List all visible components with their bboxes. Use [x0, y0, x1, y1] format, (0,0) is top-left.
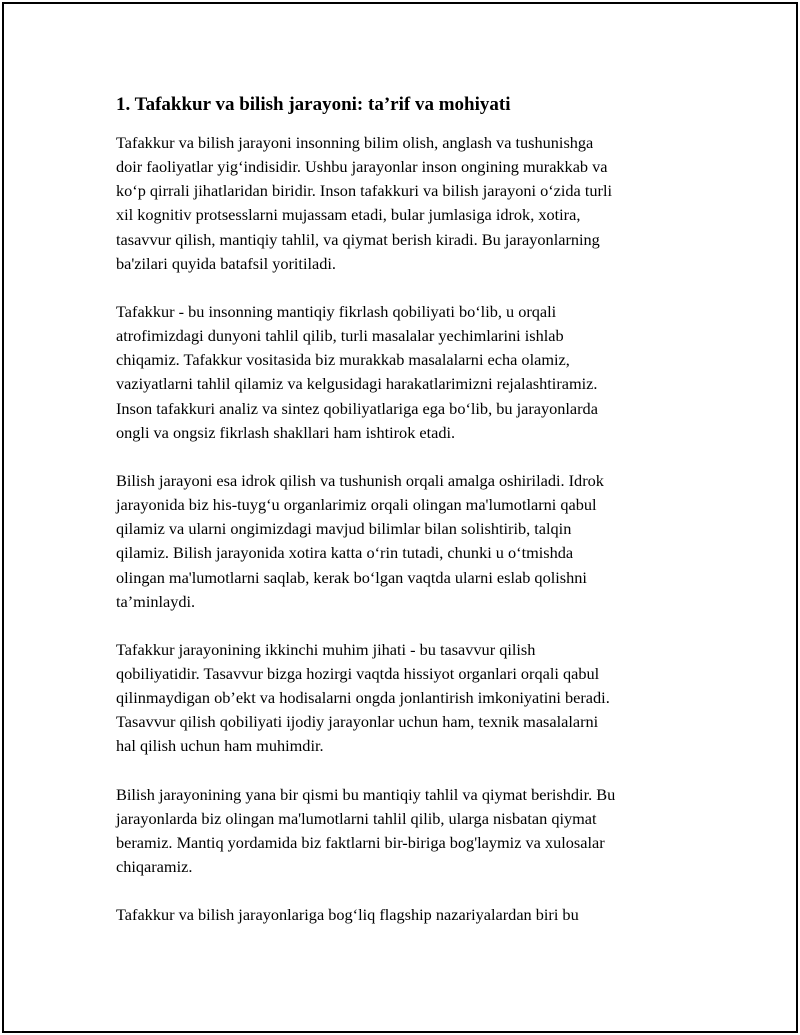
paragraph-line: vaziyatlarni tahlil qilamiz va kelgusidagi harakatlarimizni rejalashtiramiz. — [116, 374, 598, 394]
paragraph-line: xil kognitiv protsesslarni mujassam etadi, bular jumlasiga idrok, xotira, — [116, 205, 581, 225]
paragraph-line: ongli va ongsiz fikrlash shakllari ham ishtirok etadi. — [116, 422, 456, 442]
paragraph-line: ko‘p qirrali jihatlaridan biridir. Inson tafakkuri va bilish jarayoni o‘zida turli — [116, 181, 612, 201]
paragraph-line: qilinmaydigan ob’ekt va hodisalarni ongda jonlantirish imkoniyatini beradi. — [116, 688, 610, 708]
paragraph-line: atrofimizdagi dunyoni tahlil qilib, turli masalalar yechimlarini ishlab — [116, 326, 564, 346]
paragraph-line: hal qilish uchun ham muhimdir. — [116, 736, 324, 756]
paragraph-line: Tafakkur jarayonining ikkinchi muhim jihati - bu tasavvur qilish — [116, 639, 536, 659]
paragraph-line: olingan ma'lumotlarni saqlab, kerak bo‘lgan vaqtda ularni eslab qolishni — [116, 567, 587, 587]
paragraph-2 — [116, 300, 706, 445]
paragraph-line: jarayonlarda biz olingan ma'lumotlarni tahlil qilib, ularga nisbatan qiymat — [116, 808, 597, 828]
paragraph-line: Bilish jarayoni esa idrok qilish va tushunish orqali amalga oshiriladi. Idrok — [116, 470, 604, 490]
paragraph-line: qilamiz va ularni ongimizdagi mavjud bilimlar bilan solishtirib, talqin — [116, 519, 572, 539]
paragraph-line: chiqaramiz. — [116, 857, 193, 877]
paragraph-line: doir faoliyatlar yig‘indisidir. Ushbu jarayonlar inson ongining murakkab va — [116, 157, 608, 177]
paragraph-line: beramiz. Mantiq yordamida biz faktlarni bir-biriga bog'laymiz va xulosalar — [116, 832, 605, 852]
paragraph-6 — [116, 903, 706, 927]
paragraph-line: Tafakkur va bilish jarayoni insonning bilim olish, anglash va tushunishga — [116, 133, 594, 152]
paragraph-line: Inson tafakkuri analiz va sintez qobiliyatlariga ega bo‘lib, bu jarayonlarda — [116, 398, 598, 418]
paragraph-line: jarayonida biz his-tuyg‘u organlarimiz orqali olingan ma'lumotlarni qabul — [116, 495, 597, 515]
paragraph-5 — [116, 783, 706, 880]
paragraph-line: Tasavvur qilish qobiliyati ijodiy jarayonlar uchun ham, texnik masalalarni — [116, 712, 599, 732]
paragraph-line: ba'zilari quyida batafsil yoritiladi. — [116, 253, 336, 273]
section-heading: 1. Tafakkur va bilish jarayoni: ta’rif va mohiyati — [116, 94, 511, 115]
paragraph-4 — [116, 638, 706, 759]
paragraph-line: Tafakkur va bilish jarayonlariga bog‘liq flagship nazariyalardan biri bu — [116, 905, 579, 925]
paragraph-3 — [116, 469, 706, 614]
paragraph-line: Tafakkur - bu insonning mantiqiy fikrlash qobiliyati bo‘lib, u orqali — [116, 301, 557, 321]
document-body — [116, 91, 706, 927]
paragraph-line: Bilish jarayonining yana bir qismi bu mantiqiy tahlil va qiymat berishdir. Bu — [116, 784, 616, 804]
paragraph-line: qobiliyatidir. Tasavvur bizga hozirgi vaqtda hissiyot organlari orqali qabul — [116, 663, 600, 683]
paragraph-line: tasavvur qilish, mantiqiy tahlil, va qiymat berish kiradi. Bu jarayonlarning — [116, 229, 600, 249]
paragraph-1 — [116, 131, 706, 276]
paragraph-line: ta’minlaydi. — [116, 591, 196, 611]
paragraph-line: qilamiz. Bilish jarayonida xotira katta o‘rin tutadi, chunki u o‘tmishda — [116, 543, 574, 563]
paragraph-line: chiqamiz. Tafakkur vositasida biz murakkab masalalarni echa olamiz, — [116, 350, 570, 370]
